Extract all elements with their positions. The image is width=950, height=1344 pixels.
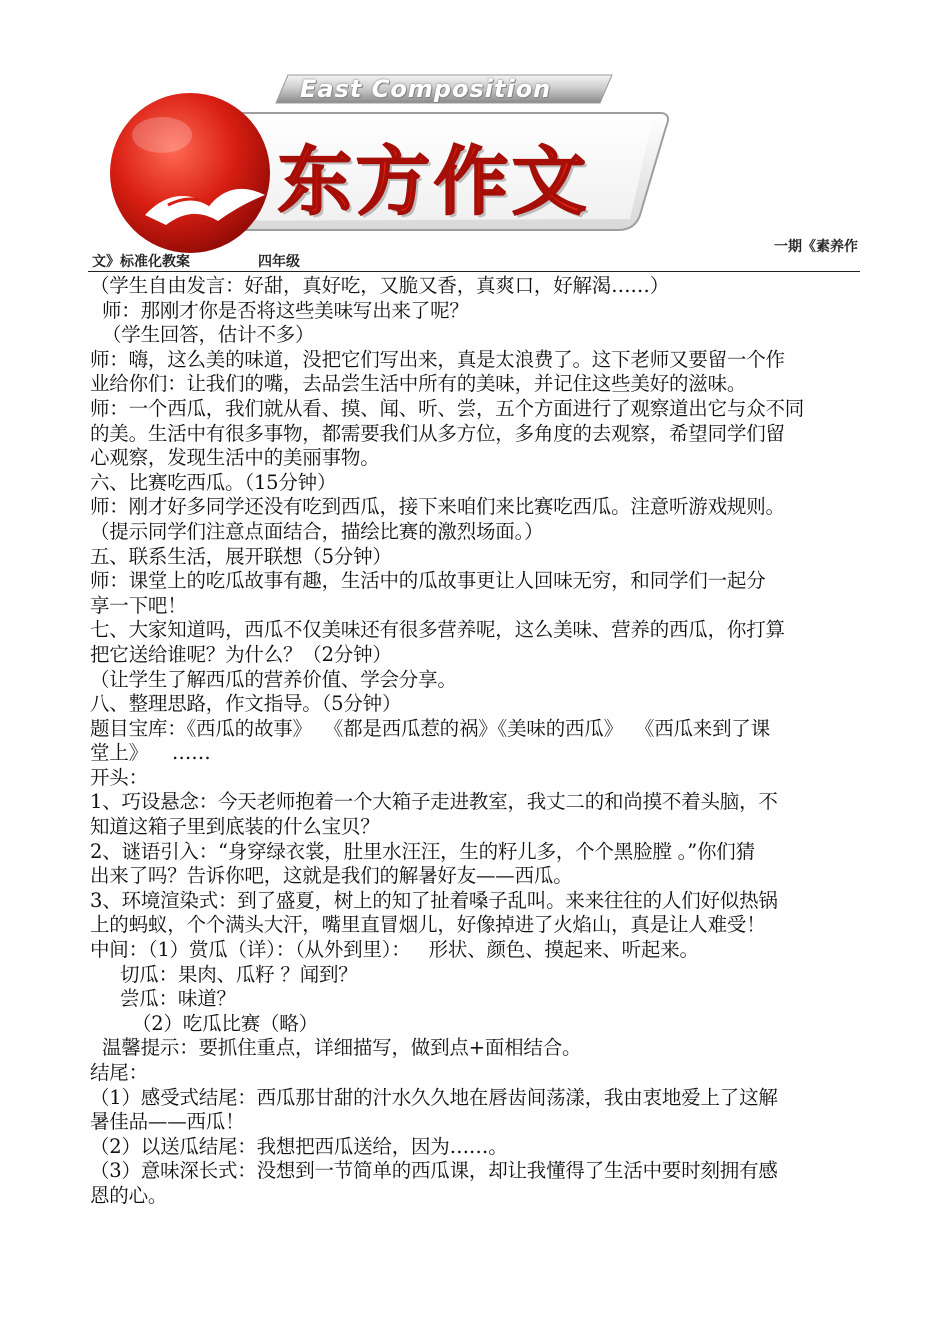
text-line: 2、谜语引入：“身穿绿衣裳，肚里水汪汪，生的籽儿多，个个黑脸膛 。”你们猜 xyxy=(90,839,755,863)
subheading-middle: 中间：（1）赏瓜（详）：（从外到里）： 形状、颜色、摸起来、听起来。 xyxy=(90,938,699,962)
text-line: （学生回答，估计不多） xyxy=(90,323,315,347)
text-line: （提示同学们注意点面结合，描绘比赛的激烈场面。） xyxy=(90,519,544,543)
text-line: 上的蚂蚁，个个满头大汗，嘴里直冒烟儿，好像掉进了火焰山，真是让人难受！ xyxy=(90,913,766,937)
subheading-ending: 结尾： xyxy=(90,1061,148,1084)
header-doc-title: 文》标准化教案 xyxy=(92,254,190,270)
text-line: 出来了吗？告诉你吧，这就是我们的解暑好友——西瓜。 xyxy=(90,864,573,888)
text-line: 业给你们：让我们的嘴，去品尝生活中所有的美味，并记住这些美好的滋味。 xyxy=(90,372,747,396)
text-line: 尝瓜：味道？ xyxy=(90,987,236,1011)
east-composition-logo xyxy=(100,55,680,255)
logo-english-text: East Composition xyxy=(300,75,552,103)
text-line: 师：那刚才你是否将这些美味写出来了呢？ xyxy=(90,298,469,322)
lesson-body xyxy=(90,274,870,1209)
logo-chinese-text: 东方作文 xyxy=(278,139,590,225)
text-line: （3）意味深长式：没想到一节简单的西瓜课，却让我懂得了生活中要时刻拥有感 xyxy=(90,1159,778,1183)
header-grade: 四年级 xyxy=(258,254,300,270)
text-line: 师：刚才好多同学还没有吃到西瓜，接下来咱们来比赛吃西瓜。注意听游戏规则。 xyxy=(90,495,785,519)
header-doc-type xyxy=(92,251,300,271)
text-line: 的美。生活中有很多事物，都需要我们从多方位，多角度的去观察，希望同学们留 xyxy=(90,421,785,445)
text-line: （学生自由发言：好甜，真好吃，又脆又香，真爽口，好解渴……） xyxy=(90,274,670,297)
text-line: （1）感受式结尾：西瓜那甘甜的汁水久久地在唇齿间荡漾，我由衷地爱上了这解 xyxy=(90,1085,778,1109)
text-line: 1、巧设悬念：今天老师抱着一个大箱子走进教室，我丈二的和尚摸不着头脑，不 xyxy=(90,790,778,814)
text-line: 师：嗨，这么美的味道，没把它们写出来，真是太浪费了。这下老师又要留一个作 xyxy=(90,347,785,371)
text-line: 堂上》 …… xyxy=(90,741,211,765)
header-divider xyxy=(88,271,860,272)
text-line: 知道这箱子里到底装的什么宝贝？ xyxy=(90,815,380,839)
text-line: （让学生了解西瓜的营养价值、学会分享。 xyxy=(90,667,457,691)
section-heading: 七、大家知道吗，西瓜不仅美味还有很多营养呢，这么美味、营养的西瓜，你打算 xyxy=(90,618,785,642)
text-line: 暑佳品——西瓜！ xyxy=(90,1110,245,1134)
text-line: 切瓜：果肉、瓜籽 ？闻到？ xyxy=(90,962,358,986)
text-line: 恩的心。 xyxy=(90,1183,168,1207)
text-line: 把它送给谁呢？为什么？（2分钟） xyxy=(90,642,392,666)
section-heading: 六、比赛吃西瓜。（15分钟） xyxy=(90,470,337,494)
text-line: 师：一个西瓜，我们就从看、摸、闻、听、尝，五个方面进行了观察道出它与众不同 xyxy=(90,396,805,420)
text-line: （2）以送瓜结尾：我想把西瓜送给，因为……。 xyxy=(90,1134,508,1158)
text-line: 3、环境渲染式：到了盛夏，树上的知了扯着嗓子乱叫。来来往往的人们好似热锅 xyxy=(90,888,778,912)
text-line: 心观察，发现生活中的美丽事物。 xyxy=(90,446,380,470)
text-line: （2）吃瓜比赛（略） xyxy=(90,1011,318,1035)
text-line: 题目宝库：《西瓜的故事》 《都是西瓜惹的祸》《美味的西瓜》 《西瓜来到了课 xyxy=(90,716,770,740)
section-heading: 五、联系生活，展开联想（5分钟） xyxy=(90,544,392,568)
section-heading: 八、整理思路，作文指导。（5分钟） xyxy=(90,692,402,716)
tip-line: 温馨提示：要抓住重点，详细描写，做到点+面相结合。 xyxy=(90,1036,582,1060)
text-line: 师：课堂上的吃瓜故事有趣，生活中的瓜故事更让人回味无穷，和同学们一起分 xyxy=(90,569,766,593)
header-series-title: 一期《素养作 xyxy=(774,239,858,255)
subheading-opening: 开头： xyxy=(90,765,148,789)
text-line: 享一下吧！ xyxy=(90,593,187,617)
